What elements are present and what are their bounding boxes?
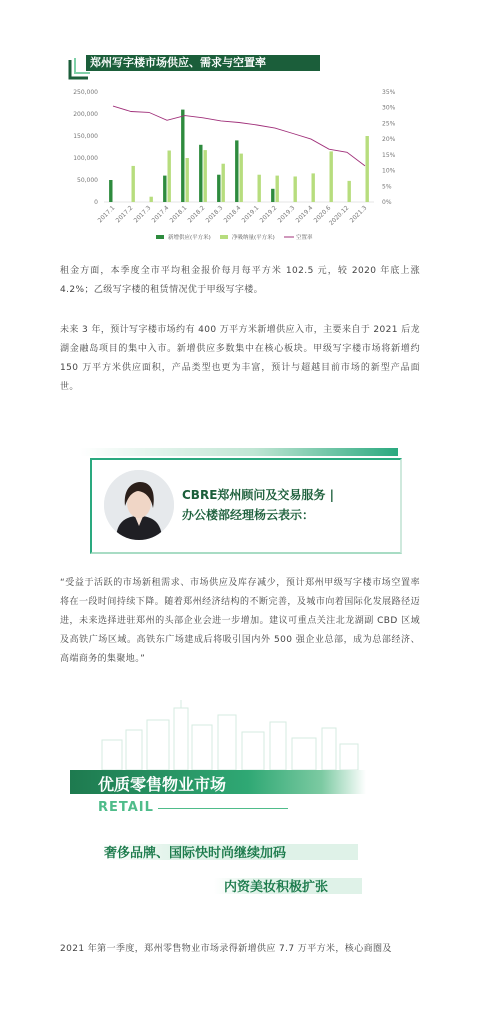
absorption-bar (168, 151, 171, 202)
rent-paragraph: 租金方面，本季度全市平均租金报价每月每平方米 102.5 元，较 2020 年底上涨 4.2%；乙级写字楼的租赁情况优于甲级写字楼。 (60, 266, 420, 295)
absorption-bar (222, 164, 225, 202)
portrait-image (104, 470, 174, 540)
retail-paragraph: 2021 年第一季度，郑州零售物业市场录得新增供应 7.7 万平方米，核心商圈及 (60, 944, 392, 954)
headline-tag-2: 内资美妆积极扩张 (224, 880, 329, 895)
right-tick-label: 30% (382, 104, 396, 112)
absorption-bar (186, 158, 189, 202)
x-tick-label: 2018.2 (186, 204, 207, 225)
absorption-bar (276, 176, 279, 202)
subtitle-rule (158, 808, 288, 809)
absorption-bar (312, 173, 315, 202)
absorption-bar (294, 176, 297, 202)
supply-bar (235, 140, 238, 202)
x-tick-label: 2019.2 (258, 204, 279, 225)
section-title: 郑州写字楼市场供应、需求与空置率 (90, 56, 266, 69)
left-tick-label: 50,000 (77, 177, 98, 184)
left-tick-label: 150,000 (73, 133, 98, 140)
supply-demand-vacancy-chart (62, 82, 412, 252)
legend-label: 净吸纳量(平方米) (232, 235, 275, 241)
absorption-bar (204, 150, 207, 202)
legend-label: 空置率 (296, 235, 313, 241)
absorption-bar (150, 197, 153, 202)
legend-swatch (156, 235, 164, 239)
legend-swatch (220, 235, 228, 239)
x-tick-label: 2021.3 (348, 204, 369, 225)
x-tick-label: 2020.6 (312, 204, 333, 225)
supply-bar (181, 110, 184, 202)
absorption-bar (330, 151, 333, 202)
supply-bar (271, 189, 274, 202)
retail-section-title: 优质零售物业市场 (98, 775, 227, 794)
legend-label: 新增供应(平方米) (168, 235, 211, 241)
left-tick-label: 250,000 (73, 89, 98, 96)
headline-tag-1: 奢侈品牌、国际快时尚继续加码 (104, 846, 287, 861)
supply-bar (199, 145, 202, 202)
city-skyline-illustration (92, 700, 362, 770)
right-tick-label: 25% (382, 120, 396, 128)
x-tick-label: 2019.4 (294, 204, 315, 225)
x-tick-label: 2018.3 (204, 204, 225, 225)
right-tick-label: 20% (382, 136, 396, 144)
right-tick-label: 35% (382, 89, 396, 96)
vacancy-rate-line (113, 106, 365, 166)
supply-bar (217, 175, 220, 202)
absorption-bar (132, 166, 135, 202)
right-tick-label: 10% (382, 167, 396, 175)
left-tick-label: 0 (94, 199, 98, 206)
future-supply-paragraph: 未来 3 年，预计写字楼市场约有 400 万平方米新增供应入市，主要来自于 2021 后龙湖金融岛项目的集中入市。新增供应多数集中在核心板块。甲级写字楼市场将新增约 150 万平方米供应面积，产品类型也更为丰富，预计与超越目前市场的新型产品面世。 (60, 325, 420, 392)
supply-bar (163, 176, 166, 202)
x-tick-label: 2017.4 (150, 204, 171, 225)
avatar (104, 470, 174, 540)
x-tick-label: 2018.1 (168, 204, 189, 225)
supply-bar (109, 180, 112, 202)
card-top-gradient (80, 448, 398, 456)
x-tick-label: 2017.1 (96, 204, 117, 225)
x-tick-label: 2017.3 (132, 204, 153, 225)
right-tick-label: 15% (382, 151, 396, 159)
x-tick-label: 2018.4 (222, 204, 243, 225)
x-tick-label: 2019.1 (240, 204, 261, 225)
quote-paragraph: “受益于活跃的市场新租需求、市场供应及库存减少，预计郑州甲级写字楼市场空置率将在一段时间持续下降。随着郑州经济结构的不断完善，及城市向着国际化发展路径迈进，未来选择进驻郑州的头部企业会进一步增加。建议可重点关注北龙湖副 CBD 区域及高铁广场区域。高铁东广场建成后将吸引国内外 500 强企业总部，成为总部经济、高端商务的集聚地。” (60, 578, 420, 664)
card-heading-line2: 办公楼部经理杨云表示： (182, 508, 315, 522)
card-heading-line1: CBRE郑州顾问及交易服务 | (182, 488, 334, 502)
absorption-bar (240, 154, 243, 202)
absorption-bar (366, 136, 369, 202)
x-tick-label: 2017.2 (114, 204, 135, 225)
x-tick-label: 2020.12 (327, 204, 351, 227)
left-tick-label: 200,000 (73, 111, 98, 118)
right-tick-label: 0% (382, 199, 392, 206)
retail-section-subtitle: RETAIL (98, 800, 154, 815)
absorption-bar (258, 175, 261, 202)
absorption-bar (348, 181, 351, 202)
x-tick-label: 2019.3 (276, 204, 297, 225)
left-tick-label: 100,000 (73, 155, 98, 162)
right-tick-label: 5% (382, 183, 392, 191)
